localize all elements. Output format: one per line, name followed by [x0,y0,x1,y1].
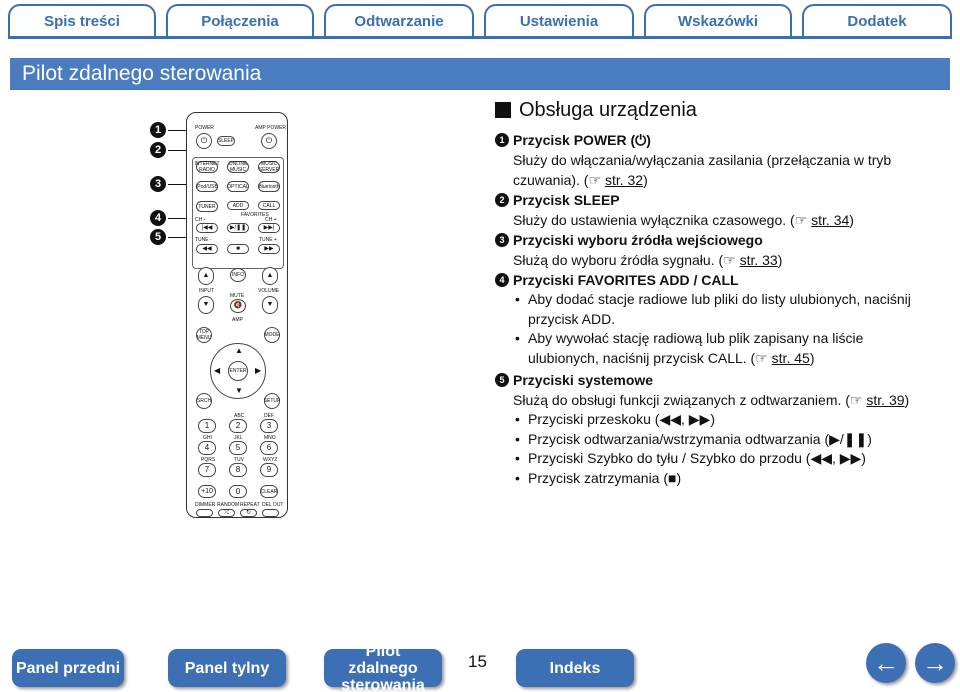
page-ref-link[interactable]: str. 34 [811,212,850,228]
music-server-button[interactable]: MUSIC SERVER [258,161,280,173]
front-panel-button[interactable]: Panel przedni [12,649,124,687]
item-power-heading [495,130,935,150]
hand-pointer-icon: ☞ [588,172,602,188]
setup-button[interactable]: SETUP [264,393,280,409]
amp-power-icon[interactable]: ⏻ [261,133,277,149]
wxyz-label: WXYZ [263,457,278,463]
callout-3: 3 [150,176,166,192]
item-text: Służą do obsługi funkcji związanych z odtwarzaniem. [513,392,842,408]
digit-5-button[interactable]: 5 [229,441,247,455]
system-list [495,410,935,488]
cursor-down-icon[interactable]: ▼ [235,386,243,395]
rewind-button[interactable]: ◀◀ [196,244,218,254]
number-badge: 4 [495,273,509,287]
ch-minus-label: CH - [195,217,206,223]
item-title: Przycisk SLEEP [513,192,620,208]
back-arrow-icon[interactable]: ← [866,643,906,683]
digit-7-button[interactable]: 7 [198,463,216,477]
operation-section [495,98,935,488]
digit-6-button[interactable]: 6 [260,441,278,455]
stop-button[interactable]: ■ [227,244,249,254]
repeat-label: REPEAT [240,502,260,508]
dimmer-button[interactable] [196,509,213,517]
cursor-right-icon[interactable]: ▶ [255,366,262,375]
digit-1-button[interactable]: 1 [198,419,216,433]
remote-control-button[interactable]: Pilot zdalnego sterowania [324,649,442,687]
list-item: • Przyciski Szybko do tyłu / Szybko do przodu (◀◀, ▶▶) [513,449,935,469]
tab-divider [8,36,952,39]
item-input-desc: Służą do wyboru źródła sygnału. (☞ str. 33) [513,252,783,268]
hand-pointer-icon: ☞ [723,252,736,268]
top-menu-button[interactable]: TOP MENU [196,329,212,341]
skip-forward-button[interactable]: ▶▶| [258,223,280,233]
digit-9-button[interactable]: 9 [260,463,278,477]
cursor-up-icon[interactable]: ▲ [235,346,243,355]
item-text: Służy do włączania/wyłączania zasilania (przełączania w tryb czuwania). [513,152,892,188]
mute-label: MUTE [230,293,245,299]
page-ref-link[interactable]: str. 32 [604,172,644,188]
digit-3-button[interactable]: 3 [260,419,278,433]
favorites-label: FAVORITES [241,212,269,218]
list-item-text: Aby wywołać stację radiową lub plik zapisany na liście ulubionych, naciśnij przycisk CALL. [528,330,864,366]
add-button[interactable]: ADD [227,201,249,210]
favorites-list [495,290,935,368]
item-title: Przyciski FAVORITES ADD / CALL [513,272,739,288]
jkl-label: JKL [234,435,243,441]
call-button[interactable]: CALL [258,201,280,210]
section-heading-text: Obsługa urządzenia [519,98,697,121]
digit-0-button[interactable]: 0 [229,485,247,498]
random-icon[interactable]: ⤮ [218,509,235,517]
bluetooth-button[interactable]: Bluetooth [258,181,280,192]
power-label: POWER [195,125,214,131]
tab-settings[interactable]: Ustawienia [484,4,634,36]
plus10-button[interactable]: +10 [198,485,216,498]
skip-back-button[interactable]: |◀◀ [196,223,218,233]
ghi-label: GHI [203,435,212,441]
abc-label: ABC [234,413,245,419]
del-out-label: DEL OUT [262,502,284,508]
index-button[interactable]: Indeks [516,649,634,687]
tab-contents[interactable]: Spis treści [8,4,156,36]
hand-pointer-icon: ☞ [755,349,768,366]
sleep-button[interactable]: SLEEP [217,138,235,144]
fast-forward-button[interactable]: ▶▶ [258,244,280,254]
mno-label: MNO [264,435,276,441]
tab-appendix[interactable]: Dodatek [802,4,952,36]
list-item: • Przycisk odtwarzania/wstrzymania odtwarzania (▶/❚❚) [513,430,935,450]
volume-label: VOLUME [258,288,280,294]
item-title: Przyciski wyboru źródła wejściowego [513,232,763,248]
list-item: • Aby wywołać stację radiową lub plik zapisany na liście ulubionych, naciśnij przycisk CALL. (☞ str. 45) [513,329,935,368]
internet-radio-button[interactable]: INTERNET RADIO [194,161,220,173]
page-ref-link[interactable]: str. 45 [771,349,810,366]
pqrs-label: PQRS [201,457,216,463]
hand-pointer-icon: ☞ [849,392,863,408]
tune-plus-label: TUNE + [259,237,277,243]
tune-minus-label: TUNE - [195,237,212,243]
item-power-desc: Służy do włączania/wyłączania zasilania (przełączania w tryb czuwania). (☞ str. 32) [513,152,892,188]
square-bullet-icon [495,102,511,118]
ipod-usb-button[interactable]: iPod/USB [196,181,218,192]
section-heading [495,98,935,122]
search-button[interactable]: SRCH [196,393,212,409]
tab-tips[interactable]: Wskazówki [644,4,792,36]
number-badge: 5 [495,373,509,387]
item-text: Służy do ustawienia wyłącznika czasowego. [513,212,787,228]
enter-button[interactable]: ENTER [228,361,248,381]
input-down-button[interactable]: ▼ [198,296,214,314]
tab-playback[interactable]: Odtwarzanie [324,4,474,36]
page-ref-link[interactable]: str. 39 [866,392,905,408]
list-item: • Przyciski przeskoku (◀◀, ▶▶) [513,410,935,430]
callout-5: 5 [150,229,166,245]
mode-button[interactable]: MODE [264,327,280,343]
clear-button[interactable]: CLEAR [260,485,278,498]
volume-up-button[interactable]: ▲ [262,267,278,285]
digit-2-button[interactable]: 2 [229,419,247,433]
item-title: Przyciski systemowe [513,372,654,388]
callout-4: 4 [150,210,166,226]
callout-1: 1 [150,122,166,138]
item-sleep-desc: Służy do ustawienia wyłącznika czasowego. (☞ str. 34) [513,212,854,228]
online-music-button[interactable]: ONLINE MUSIC [228,161,248,173]
page-ref-link[interactable]: str. 33 [739,252,778,268]
digit-8-button[interactable]: 8 [229,463,247,477]
cursor-left-icon[interactable]: ◀ [214,366,221,375]
amp-power-label: AMP POWER [255,125,287,131]
def-label: DEF [264,413,274,419]
item-text: Służą do wyboru źródła sygnału. [513,252,715,268]
item-system-heading [495,370,935,390]
number-badge: 2 [495,193,509,207]
tab-connections[interactable]: Połączenia [166,4,314,36]
rear-panel-button[interactable]: Panel tylny [168,649,286,687]
amp-label: AMP [232,317,243,323]
top-tabs [8,2,952,38]
list-item: • Aby dodać stacje radiowe lub pliki do listy ulubionych, naciśnij przycisk ADD. [513,290,935,329]
callout-2: 2 [150,142,166,158]
mute-icon[interactable]: 🔇 [230,299,246,313]
input-up-button[interactable]: ▲ [198,267,214,285]
item-system-desc: Służą do obsługi funkcji związanych z odtwarzaniem. (☞ str. 39) [513,392,910,408]
cursor-pad[interactable] [210,343,266,399]
input-label: INPUT [199,288,214,294]
remote-illustration [186,112,288,518]
info-button[interactable]: INFO [230,268,246,282]
tuner-button[interactable]: TUNER [196,201,218,212]
optical-button[interactable]: OPTICAL [227,181,249,192]
hand-pointer-icon: ☞ [794,212,808,228]
item-favorites-heading [495,270,935,290]
page-number: 15 [468,652,487,671]
random-label: RANDOM [217,502,240,508]
item-input-heading [495,230,935,250]
repeat-icon[interactable]: ↻ [240,509,257,517]
page-title: Pilot zdalnego sterowania [10,58,950,90]
del-out-button[interactable] [262,509,279,517]
ch-plus-label: CH + [265,217,277,223]
volume-down-button[interactable]: ▼ [262,296,278,314]
play-pause-button[interactable]: ▶/❚❚ [227,223,249,233]
number-badge: 1 [495,133,509,147]
number-badge: 3 [495,233,509,247]
power-icon[interactable]: ⏻ [196,133,212,149]
dimmer-label: DIMMER [195,502,216,508]
item-sleep-heading [495,190,935,210]
digit-4-button[interactable]: 4 [198,441,216,455]
forward-arrow-icon[interactable]: → [915,643,955,683]
list-item: • Przycisk zatrzymania (■) [513,469,935,489]
tuv-label: TUV [234,457,244,463]
item-title: Przycisk POWER (⏻) [513,131,651,148]
